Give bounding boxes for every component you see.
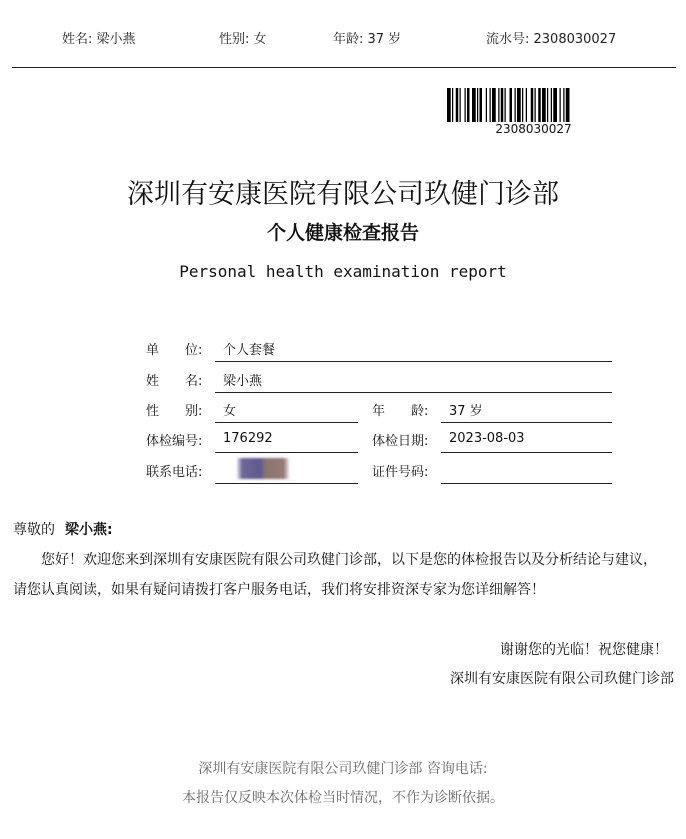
header-serial: 流水号: 2308030027 <box>486 32 617 47</box>
report-title: 个人健康检查报告 <box>266 222 419 244</box>
unit-value: 个人套餐 <box>223 343 276 358</box>
header-divider <box>12 67 676 68</box>
phone-redacted <box>237 458 289 479</box>
id-number-label: 证件号码: <box>372 465 429 480</box>
gender-label: 性 别: <box>146 404 203 419</box>
id-number-underline <box>441 483 612 484</box>
name-underline <box>215 392 612 393</box>
letter-line-1: 您好！欢迎您来到深圳有安康医院有限公司玖健门诊部，以下是您的体检报告以及分析结论与建议， <box>41 552 657 568</box>
exam-number-value: 176292 <box>223 431 273 446</box>
gender-value: 女 <box>223 404 237 419</box>
signature-line: 深圳有安康医院有限公司玖健门诊部 <box>450 671 674 687</box>
age-value: 37 岁 <box>449 404 483 419</box>
exam-date-label: 体检日期: <box>372 434 429 449</box>
exam-number-label: 体检编号: <box>146 434 203 449</box>
exam-number-underline <box>215 452 358 453</box>
unit-label: 单 位: <box>146 343 203 358</box>
name-label: 姓 名: <box>146 374 203 389</box>
barcode <box>447 88 620 122</box>
phone-underline <box>215 483 358 484</box>
name-value: 梁小燕 <box>223 374 263 389</box>
barcode-number: 2308030027 <box>495 122 572 136</box>
company-title: 深圳有安康医院有限公司玖健门诊部 <box>127 179 559 210</box>
exam-date-underline <box>441 452 612 453</box>
footer-consult: 深圳有安康医院有限公司玖健门诊部 咨询电话: <box>198 761 488 777</box>
age-underline <box>441 422 612 423</box>
gender-underline <box>215 422 358 423</box>
greeting-prefix: 尊敬的 <box>13 522 55 538</box>
header-name: 姓名: 梁小燕 <box>62 32 136 47</box>
exam-date-value: 2023-08-03 <box>449 431 525 446</box>
thanks-line: 谢谢您的光临！祝您健康！ <box>500 642 668 658</box>
phone-label: 联系电话: <box>146 465 203 480</box>
unit-underline <box>215 361 612 362</box>
age-label: 年 龄: <box>372 404 429 419</box>
report-title-english: Personal health examination report <box>179 262 507 281</box>
greeting-name: 梁小燕: <box>65 522 113 538</box>
header-age: 年龄: 37 岁 <box>333 32 402 47</box>
header-gender: 性别: 女 <box>219 32 267 47</box>
letter-line-2: 请您认真阅读，如果有疑问请拨打客户服务电话，我们将安排资深专家为您详细解答！ <box>13 582 545 598</box>
footer-disclaimer: 本报告仅反映本次体检当时情况，不作为诊断依据。 <box>182 790 504 806</box>
